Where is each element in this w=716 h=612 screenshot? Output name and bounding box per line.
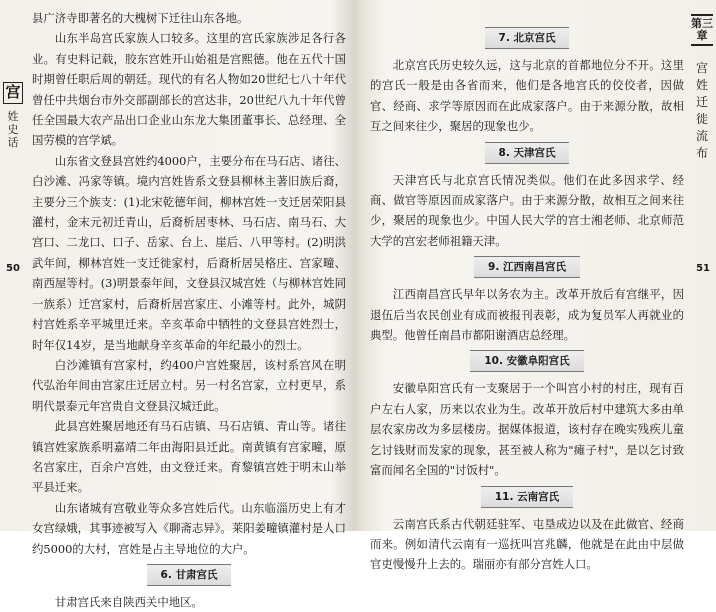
paragraph: 县广济寺即著名的大槐树下迁往山东各地。 bbox=[32, 11, 249, 25]
right-page bbox=[360, 0, 716, 572]
left-page bbox=[0, 0, 356, 609]
section-heading bbox=[370, 142, 684, 164]
section-heading bbox=[32, 564, 346, 586]
section-heading bbox=[370, 27, 684, 49]
paragraph: 山东半岛宫氏家族人口较多。这里的宫氏家族涉足各行各业。有史料记载，胶东宫姓开山始祖是宫熙德。他在五代十国时期曾任职后周的朝廷。现代的有名人物如20世纪七八十年代曾任中共烟台市外交部副部长的宫达非，20世纪八九十年代曾任全国最大农产品出口企业山东龙大集团董事长、总经理、全国劳模的宫学斌。 bbox=[32, 31, 346, 148]
paragraph: 甘肃宫氏来自陕西关中地区。 bbox=[54, 594, 203, 609]
section-heading-label: 7. 北京宫氏 bbox=[485, 27, 570, 49]
page-number-left: 50 bbox=[6, 263, 20, 274]
tab-character-box: 宫 bbox=[3, 82, 23, 104]
paragraph: 北京宫氏历史较久远，这与北京的首都地位分不开。这里的宫氏一般是由各省而来，他们是各地宫氏的佼佼者，因做官、经商、求学等原因而在此成家落户。由于来源分散，故相互之间来往少，聚居的现象也少。 bbox=[370, 58, 684, 134]
right-margin-tab bbox=[690, 14, 714, 162]
paragraph: 白沙滩镇有宫家村，约400户宫姓聚居，该村系宫风在明代弘治年间由宫家庄迁居立村。另一村名宫家，立村更早，系明代景泰元年宫贵自文登县汉城迁此。 bbox=[32, 357, 346, 413]
chapter-title-vertical: 宫姓迁徙流布 bbox=[696, 61, 709, 160]
section-heading bbox=[370, 486, 684, 508]
paragraph: 云南宫氏系古代朝廷驻军、屯垦成边以及在此做官、经商而来。例如清代云南有一巡抚叫宫兆麟，他就是在此由中层做官吏慢慢升上去的。瑞丽亦有部分宫姓人口。 bbox=[370, 516, 684, 572]
book-title-vertical: 姓史话 bbox=[7, 110, 19, 149]
paragraph: 山东诸城有宫敬业等众多宫姓后代。山东临淄历史上有才女宫绿娥，其事迹被写入《聊斋志异》。莱阳姜疃镇灌村是人口约5000的大村，宫姓是占主导地位的大户。 bbox=[32, 500, 346, 556]
section-heading-label: 8. 天津宫氏 bbox=[485, 142, 570, 164]
paragraph: 山东省文登县宫姓约4000户，主要分布在马石店、诸往、白沙滩、冯家等镇。境内宫姓皆系文登县柳林主著旧族后裔，主要分三个族支：(1)北宋乾德年间，柳林宫姓一支迁居荣阳县灌村，金末元初迁青山，后裔析居枣林、马石店、南马石、大宫口、二龙口、口子、岳家、台上、崖后、八甲等村。(2)明洪武年间，柳林宫姓一支迁徙家村，后裔析居吴格庄、宫家疃、南西屋等村。(3)明景泰年间，文登县汉城宫姓（与柳林宫姓同一族系）迁宫家村，后裔析居宫家庄、小滩等村。此外，城阴村宫姓系辛平城里迁来。辛亥革命中牺牲的文登县宫姓烈士，时年仅14岁，是当地献身辛亥革命的年纪最小的烈士。 bbox=[32, 153, 346, 352]
paragraph: 安徽阜阳宫氏有一支聚居于一个叫宫小村的村庄，现有百户左右人家，历来以农业为生。改革开放后村中建筑大多由单层农家房改为多层楼房。据媒体报道，该村存在晚实残疾儿童乞讨钱财而发家的现象，甚至被人称为"瘫子村"，是以乞讨致富而闻名全国的"讨饭村"。 bbox=[370, 381, 684, 478]
chapter-label: 第三章 bbox=[691, 14, 713, 46]
paragraph: 天津宫氏与北京宫氏情况类似。他们在此多因求学、经商、做官等原因而成家落户。由于来源分散，故相互之间来往少，聚居的现象也少。中国人民大学的宫士湘老师、北京师范大学的宫宏老师祖籍天津。 bbox=[370, 172, 684, 248]
paragraph: 此县宫姓聚居地还有马石店镇、马石店镇、青山等。诸往镇宫姓家族系明嘉靖二年由海阳县迁此。南黄镇有宫家疃，原名宫家庄，百余户宫姓，由文登迁来。育黎镇宫姓于明末山举平县迁来。 bbox=[32, 419, 346, 495]
section-heading-label: 11. 云南宫氏 bbox=[481, 486, 573, 508]
right-text-column bbox=[370, 22, 684, 575]
page-number-right: 51 bbox=[696, 263, 710, 274]
section-heading bbox=[370, 256, 684, 278]
left-text-column bbox=[32, 8, 346, 612]
section-heading-label: 6. 甘肃宫氏 bbox=[147, 564, 232, 586]
left-margin-tab bbox=[2, 82, 24, 149]
section-heading bbox=[370, 350, 684, 372]
section-heading-label: 9. 江西南昌宫氏 bbox=[474, 256, 580, 278]
paragraph: 江西南昌宫氏早年以务农为主。改革开放后有宫继平，因退伍后当农民创业有成而被报刊表彰，成为复员军人再就业的典型。他曾任南昌市都阳谢酒店总经理。 bbox=[370, 287, 684, 343]
section-heading-label: 10. 安徽阜阳宫氏 bbox=[470, 350, 583, 372]
